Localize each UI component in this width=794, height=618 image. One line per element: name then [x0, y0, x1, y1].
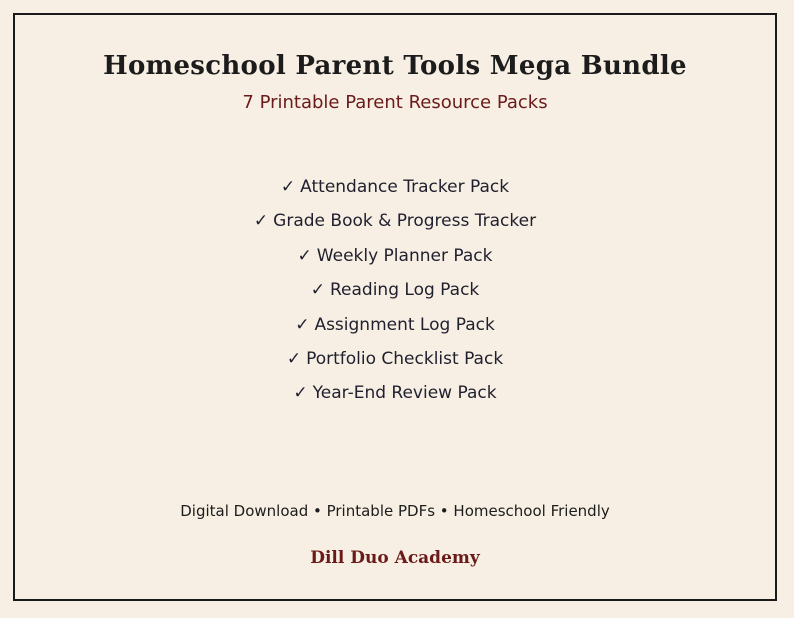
- page-subtitle: 7 Printable Parent Resource Packs: [242, 92, 548, 113]
- feature-line: Digital Download • Printable PDFs • Homeschool Friendly: [180, 502, 610, 520]
- pack-item-weekly-planner: [15, 239, 775, 273]
- pack-item-assignment-log: [15, 308, 775, 342]
- checkmark-icon: ✓: [310, 280, 325, 301]
- pack-item-year-end-review: [15, 376, 775, 410]
- pack-item-reading-log: [15, 273, 775, 307]
- checkmark-icon: ✓: [253, 211, 269, 232]
- pack-item-label: Reading Log Pack: [329, 280, 480, 301]
- checkmark-icon: ✓: [280, 177, 296, 197]
- pack-item-label: Portfolio Checklist Pack: [306, 348, 504, 369]
- checkmark-icon: ✓: [297, 245, 312, 266]
- pack-item-label: Attendance Tracker Pack: [300, 177, 510, 197]
- page-title: Homeschool Parent Tools Mega Bundle: [103, 51, 687, 81]
- pack-item-label: Grade Book & Progress Tracker: [273, 211, 537, 232]
- checkmark-icon: ✓: [293, 383, 308, 404]
- brand-name: Dill Duo Academy: [310, 548, 480, 568]
- pack-item-label: Year-End Review Pack: [312, 383, 497, 404]
- checkmark-icon: ✓: [295, 314, 310, 335]
- pack-item-label: Weekly Planner Pack: [316, 245, 493, 266]
- pack-item-portfolio-checklist: [15, 342, 775, 376]
- pack-item-grade-book: [15, 204, 775, 238]
- checkmark-icon: ✓: [286, 348, 302, 369]
- pack-list: [15, 170, 775, 411]
- bundle-card: [13, 13, 777, 601]
- pack-item-attendance-tracker: [15, 170, 775, 204]
- pack-item-label: Assignment Log Pack: [314, 314, 495, 335]
